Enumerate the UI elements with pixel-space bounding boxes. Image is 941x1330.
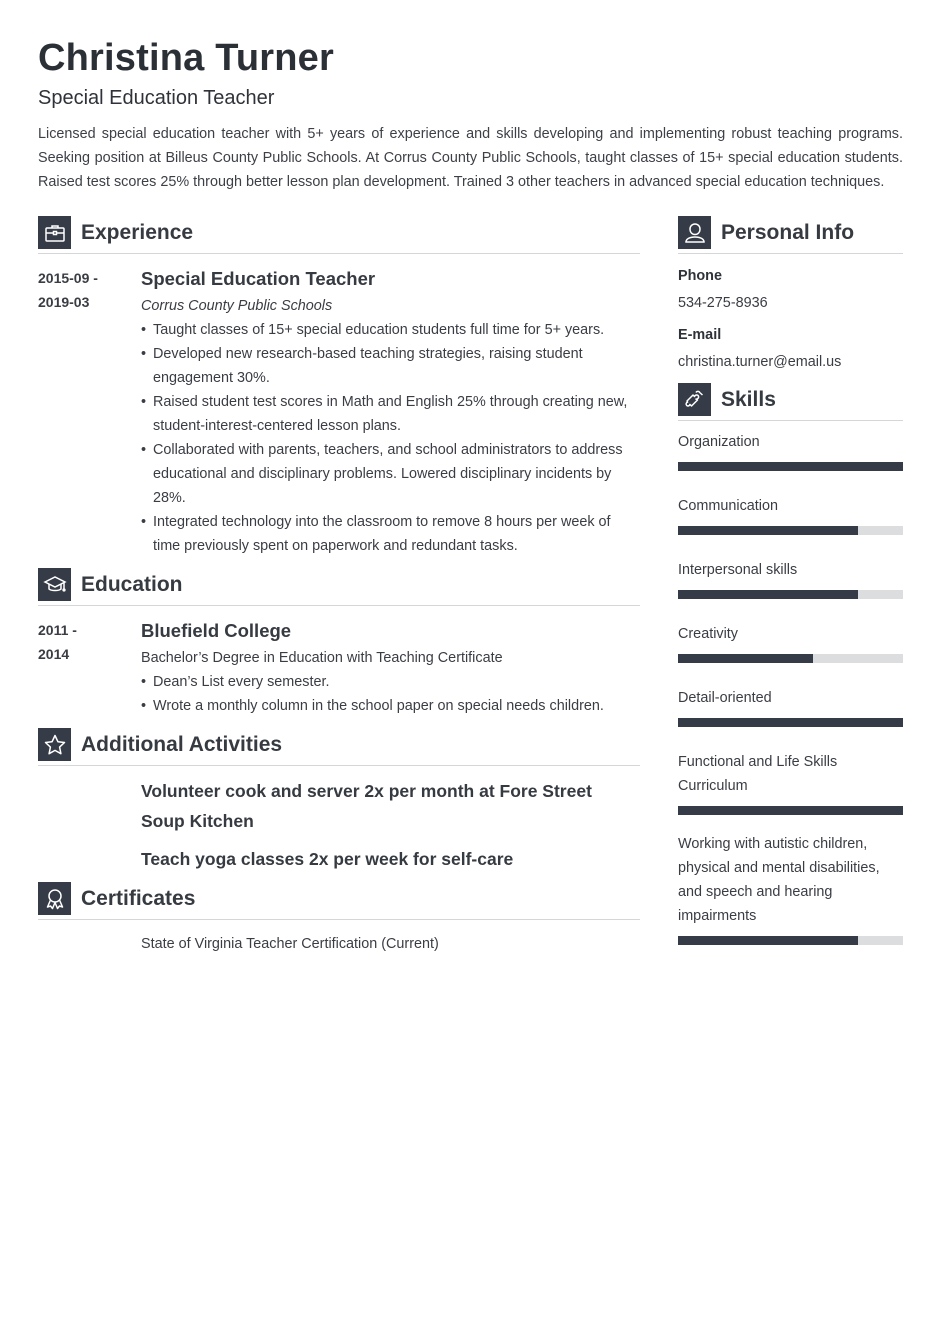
skill-item — [678, 494, 903, 535]
list-item: • Integrated technology into the classroom to remove 8 hours per week of time previously spent on paperwork and redundant tasks. — [141, 510, 640, 558]
email-value: christina.turner@email.us — [678, 354, 842, 370]
education-title: Education — [81, 573, 183, 596]
skill-bar — [678, 806, 903, 815]
experience-section — [38, 216, 640, 558]
employer-name: Corrus County Public Schools — [141, 298, 333, 314]
job-title: Special Education Teacher — [141, 268, 376, 289]
personal-info-heading — [678, 216, 903, 254]
skill-bar — [678, 526, 903, 535]
phone-label: Phone — [678, 268, 722, 284]
skill-item — [678, 686, 903, 727]
skill-name: Working with autistic children, physical and mental disabilities, and speech and hearing impairments — [678, 836, 880, 924]
skill-bar-fill — [678, 654, 813, 663]
skill-name: Detail-oriented — [678, 690, 772, 706]
education-date-start: 2011 - — [38, 622, 77, 638]
phone-block — [678, 264, 903, 315]
experience-details — [141, 266, 640, 558]
certificates-title: Certificates — [81, 887, 196, 910]
phone-value: 534-275-8936 — [678, 295, 768, 311]
person-icon — [678, 216, 711, 249]
skill-bar — [678, 462, 903, 471]
activities-section — [38, 728, 640, 874]
briefcase-icon — [38, 216, 71, 249]
skill-bar-fill — [678, 806, 903, 815]
experience-heading — [38, 216, 640, 254]
education-heading — [38, 568, 640, 606]
education-date-end: 2014 — [38, 646, 70, 662]
puzzle-piece-icon — [678, 383, 711, 416]
education-dates — [38, 618, 141, 718]
skill-bar — [678, 936, 903, 945]
certificates-section — [38, 882, 640, 956]
school-name: Bluefield College — [141, 620, 292, 641]
skills-section — [678, 383, 903, 945]
skill-name: Functional and Life Skills Curriculum — [678, 754, 838, 794]
experience-entry — [38, 266, 640, 558]
skill-bar — [678, 654, 903, 663]
email-block — [678, 323, 903, 374]
list-item: • Collaborated with parents, teachers, and school administrators to address educational and disciplinary problems. Lowered disciplinary incidents by 28%. — [141, 438, 640, 510]
experience-dates — [38, 266, 141, 558]
experience-bullets — [141, 318, 640, 558]
skill-name: Organization — [678, 434, 760, 450]
skill-bar — [678, 590, 903, 599]
skill-bar-fill — [678, 590, 858, 599]
education-details — [141, 618, 640, 718]
skill-item — [678, 430, 903, 471]
skill-item — [678, 622, 903, 663]
education-bullets — [141, 670, 640, 718]
experience-date-end: 2019-03 — [38, 294, 90, 310]
skill-item — [678, 558, 903, 599]
education-entry — [38, 618, 640, 718]
skill-name: Interpersonal skills — [678, 562, 798, 578]
skill-item — [678, 750, 903, 815]
skills-heading — [678, 383, 903, 421]
activities-title: Additional Activities — [81, 733, 283, 756]
skill-name: Communication — [678, 498, 778, 514]
personal-info-section — [678, 216, 903, 374]
award-ribbon-icon — [38, 882, 71, 915]
summary-paragraph: Licensed special education teacher with 5+ years of experience and skills developing and implementing robust teaching programs. Seeking position at Billeus County Public Schools. At Corrus County Public Schools, taught classes of 15+ special education students. Raised test scores 25% through better lesson plan development. Trained 3 other teachers in advanced special education techniques. — [38, 126, 903, 190]
skill-item — [678, 832, 903, 945]
skill-name: Creativity — [678, 626, 738, 642]
skills-title: Skills — [721, 388, 776, 411]
list-item: • Dean’s List every semester. — [141, 670, 640, 694]
list-item: • Wrote a monthly column in the school paper on special needs children. — [141, 694, 640, 718]
list-item: • Taught classes of 15+ special education students full time for 5+ years. — [141, 318, 640, 342]
education-section — [38, 568, 640, 718]
candidate-name: Christina Turner — [38, 37, 334, 79]
star-icon — [38, 728, 71, 761]
left-column — [38, 216, 640, 956]
activities-heading — [38, 728, 640, 766]
degree-name: Bachelor’s Degree in Education with Teaching Certificate — [141, 650, 503, 666]
experience-date-start: 2015-09 - — [38, 270, 98, 286]
email-label: E-mail — [678, 327, 722, 343]
personal-info-title: Personal Info — [721, 221, 855, 244]
activity-item: Teach yoga classes 2x per week for self-care — [141, 849, 514, 869]
skill-bar-fill — [678, 462, 903, 471]
right-column — [678, 216, 903, 945]
graduation-cap-icon — [38, 568, 71, 601]
skill-bar — [678, 718, 903, 727]
candidate-role: Special Education Teacher — [38, 87, 275, 109]
resume-header — [38, 36, 903, 194]
activity-item: Volunteer cook and server 2x per month at Fore Street Soup Kitchen — [141, 781, 592, 831]
experience-title: Experience — [81, 221, 194, 244]
certificate-item: State of Virginia Teacher Certification (Current) — [141, 936, 439, 952]
skill-bar-fill — [678, 526, 858, 535]
certificates-heading — [38, 882, 640, 920]
skill-bar-fill — [678, 936, 858, 945]
list-item: • Developed new research-based teaching strategies, raising student engagement 30%. — [141, 342, 640, 390]
skill-bar-fill — [678, 718, 903, 727]
list-item: • Raised student test scores in Math and English 25% through creating new, student-interest-centered lesson plans. — [141, 390, 640, 438]
